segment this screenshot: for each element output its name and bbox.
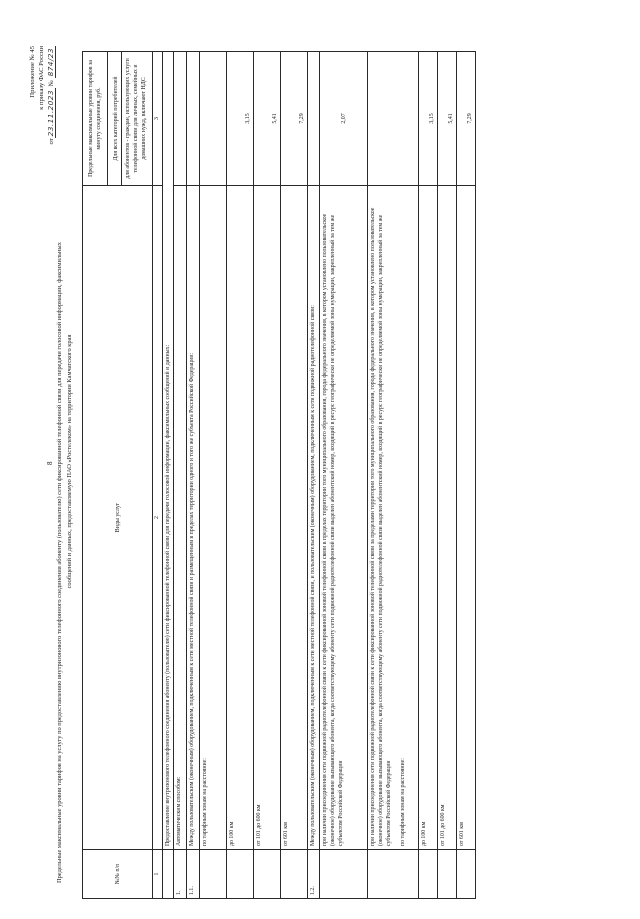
title-line-1: Предельные максимальные уровни тарифов на услугу по предоставлению внутризонового телефонного соединения абоненту (пользователю) сети фиксированной телефонной связи для передачи голосовой информации, факсимильных bbox=[56, 242, 63, 883]
table-row bbox=[227, 52, 254, 899]
row-number bbox=[368, 850, 419, 899]
table-row bbox=[254, 52, 281, 899]
row-value: 5,41 bbox=[254, 52, 281, 186]
table-row bbox=[438, 52, 457, 899]
row-number: 1.1. bbox=[187, 850, 200, 899]
row-text: от 101 до 600 км bbox=[254, 186, 281, 850]
row-value bbox=[368, 52, 419, 186]
row-text: Между пользовательским (оконечным) оборудованием, подключенным к сети местной телефонной связи, и пользовательским (оконечным) оборудованием, подключенным к сети подвижной радиотелефонной связи: bbox=[308, 186, 320, 850]
section-row bbox=[163, 52, 174, 899]
col-tariff-subheader-detail: для абонентов - граждан, использующих услуги телефонной связи для личных, семейных и домашних нужд, включают НДС bbox=[125, 58, 147, 179]
from-label: от bbox=[48, 138, 55, 145]
row-text: Между пользовательским (оконечным) оборудованием, подключенным к сети местной телефонной связи и размещенным в пределах территории одного и того же субъекта Российской Федерации: bbox=[187, 186, 200, 850]
index-row bbox=[153, 52, 163, 899]
row-value: 2,07 bbox=[320, 52, 368, 186]
table-row bbox=[368, 52, 419, 899]
row-value: 7,29 bbox=[457, 52, 476, 186]
row-number bbox=[254, 850, 281, 899]
row-value bbox=[308, 52, 320, 186]
row-number bbox=[227, 850, 254, 899]
tariff-table bbox=[82, 51, 476, 899]
appendix-order: к приказу ФАС России bbox=[38, 46, 45, 110]
row-text: до 100 км bbox=[419, 186, 438, 850]
row-number: 1.2. bbox=[308, 850, 320, 899]
table-row bbox=[200, 52, 227, 899]
row-number bbox=[320, 850, 368, 899]
table-row bbox=[419, 52, 438, 899]
row-number bbox=[281, 850, 308, 899]
row-text: по тарифным зонам на расстояние: bbox=[200, 186, 227, 850]
row-number bbox=[438, 850, 457, 899]
row-text: до 100 км bbox=[227, 186, 254, 850]
index-cell: 3 bbox=[153, 52, 163, 186]
col-number-header: №№ п/п bbox=[83, 850, 153, 899]
row-text: при наличии присоединения сети подвижной радиотелефонной связи к сети фиксированной зоновой телефонной связи в пределах территории того муниципального образования, города федерального значения, в котором установлено пользовательское (оконечное) оборудование вызывающего абонента, когда соответствующему абоненту сети подвижной радиотелефонной связи выделен абонентский номер, входящий в ресурс географически не определяемой зоны нумерации, закрепленный за тем же субъектом Российской Федерации bbox=[320, 186, 368, 850]
document-title bbox=[55, 40, 74, 883]
page-number: 8 bbox=[46, 461, 54, 465]
row-value bbox=[187, 52, 200, 186]
index-cell: 2 bbox=[153, 186, 163, 850]
row-value bbox=[200, 52, 227, 186]
table-row bbox=[187, 52, 200, 899]
row-text: от 601 км bbox=[457, 186, 476, 850]
row-text: от 601 км bbox=[281, 186, 308, 850]
table-row bbox=[457, 52, 476, 899]
row-value: 7,29 bbox=[281, 52, 308, 186]
row-zones-label: по тарифным зонам на расстояние: bbox=[400, 758, 406, 846]
title-line-2: сообщений и данных, предоставляемую ПАО «Ростелеком» на территории Камчатского края bbox=[65, 334, 73, 589]
empty-cell bbox=[163, 850, 174, 899]
index-cell: 1 bbox=[153, 850, 163, 899]
table-header-row bbox=[83, 52, 108, 899]
row-value: 3,15 bbox=[227, 52, 254, 186]
row-number bbox=[419, 850, 438, 899]
col-tariff-header: Предельные максимальные уровни тарифов за минуту соединения, руб. bbox=[83, 52, 108, 186]
handwritten-number: 874/23 bbox=[46, 48, 55, 77]
appendix-number: Приложение № 45 bbox=[29, 46, 36, 98]
section-title: Предоставление внутризонового телефонного соединения абоненту (пользователю) сети фиксированной телефонной связи для передачи голосовой информации, факсимильных сообщений и данных: bbox=[163, 52, 174, 850]
row-number bbox=[457, 850, 476, 899]
col-tariff-subheader-title: Для всех категорий потребителей bbox=[112, 52, 122, 185]
appendix-header bbox=[28, 46, 56, 144]
table-row bbox=[320, 52, 368, 899]
row-number: 1. bbox=[174, 850, 187, 899]
number-label: № bbox=[48, 80, 55, 87]
row-number bbox=[200, 850, 227, 899]
table-row bbox=[174, 52, 187, 899]
row-text: от 101 до 600 км bbox=[438, 186, 457, 850]
row-paragraph: при наличии присоединения сети подвижной радиотелефонной связи к сети фиксированной зоновой телефонной связи за пределами территории того муниципального образования, города федерального значения, в котором установлено пользовательское (оконечное) оборудование вызывающего абонента, когда соответствующему абоненту сети подвижной радиотелефонной связи выделен абонентский номер, входящий в ресурс географически не определяемой зоны нумерации, закрепленный за тем же субъектом Российской Федерации bbox=[370, 207, 392, 846]
row-text bbox=[368, 186, 419, 850]
row-text: Автоматическим способом: bbox=[174, 186, 187, 850]
table-row bbox=[308, 52, 320, 899]
row-value: 3,15 bbox=[419, 52, 438, 186]
col-tariff-subheader bbox=[108, 52, 153, 186]
col-services-header: Виды услуг bbox=[83, 186, 153, 850]
table-row bbox=[281, 52, 308, 899]
row-value: 5,41 bbox=[438, 52, 457, 186]
handwritten-date: 23.11.2023 bbox=[46, 90, 55, 137]
row-value bbox=[174, 52, 187, 186]
